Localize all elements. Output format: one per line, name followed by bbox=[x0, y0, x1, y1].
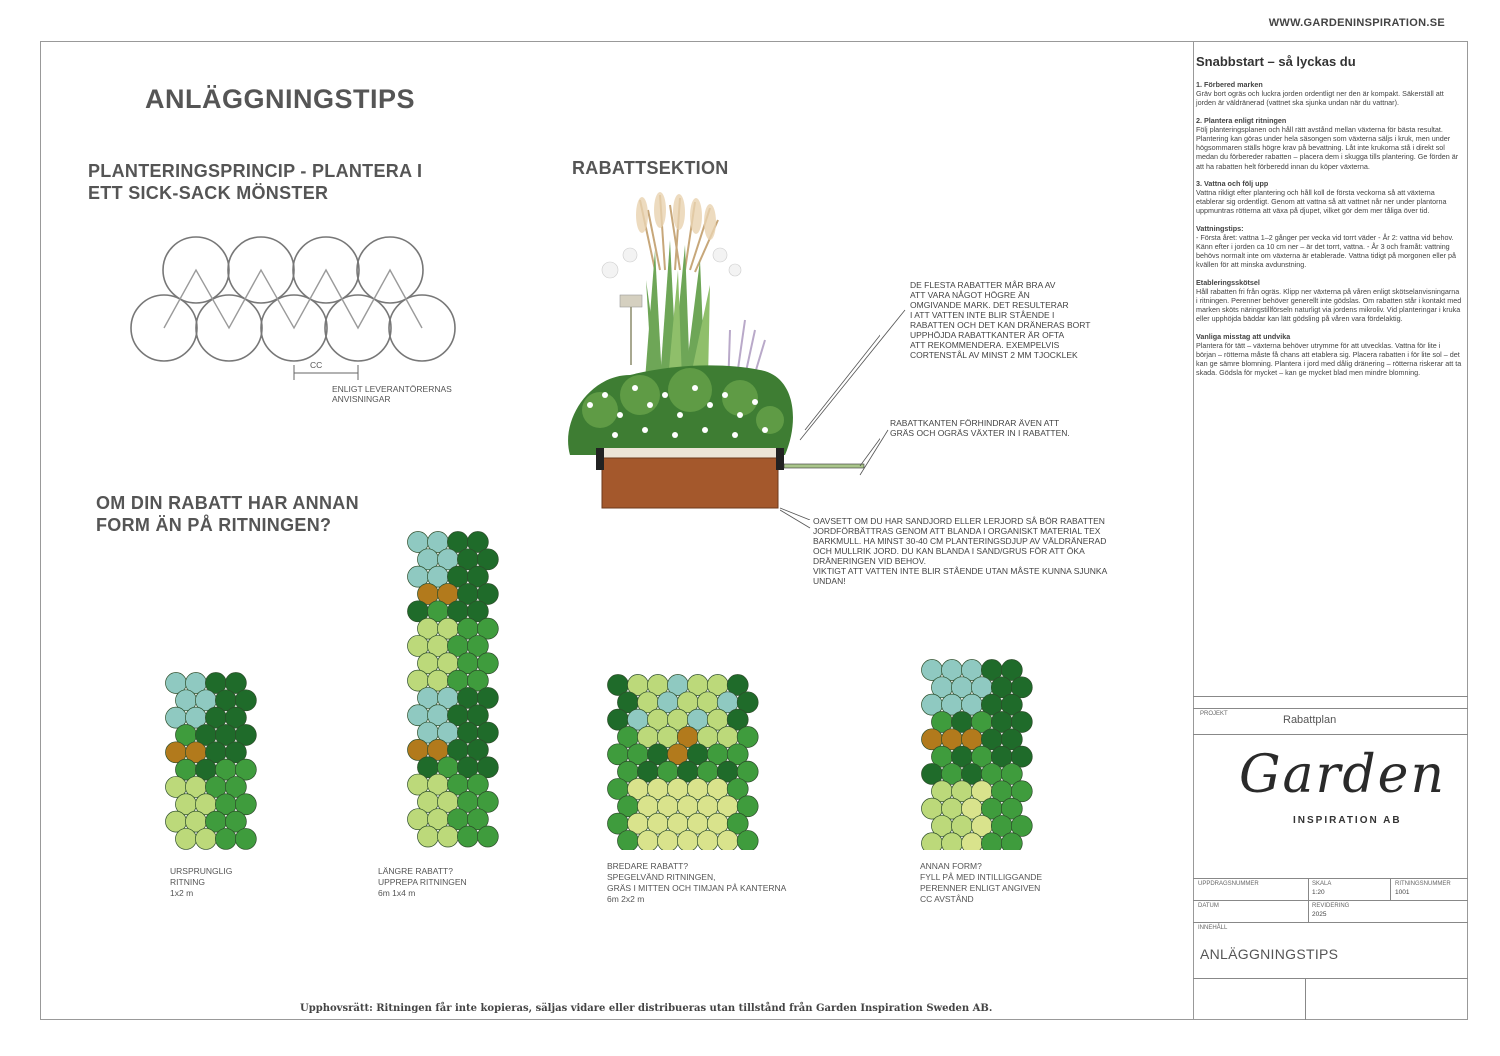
field-label-assignment: UPPDRAGSNUMMER bbox=[1198, 881, 1259, 887]
planting-principle-heading bbox=[88, 160, 422, 204]
titleblock-rule bbox=[1193, 900, 1468, 901]
variant-caption-longer bbox=[378, 866, 467, 899]
project-label: PROJEKT bbox=[1200, 711, 1228, 717]
plant-dot bbox=[941, 833, 962, 850]
field-label-date: DATUM bbox=[1198, 903, 1219, 909]
plant-dot bbox=[437, 826, 458, 847]
note-line: UPPHÖJDA RABATTKANTER ÄR OFTA bbox=[910, 330, 1065, 340]
caption-line: LÄNGRE RABATT? bbox=[378, 866, 453, 876]
caption-line: FYLL PÅ MED INTILLIGGANDE bbox=[920, 872, 1043, 882]
planting-note bbox=[332, 384, 452, 404]
titleblock-divider bbox=[1308, 878, 1309, 922]
plant-dot bbox=[195, 828, 216, 849]
plant-dot bbox=[697, 830, 718, 850]
plant-dot bbox=[175, 828, 196, 849]
plant-dot bbox=[737, 830, 758, 850]
plant-dot bbox=[922, 833, 943, 850]
quickstart-item bbox=[1196, 80, 1462, 108]
note-line: VIKTIGT ATT VATTEN INTE BLIR STÅENDE UTAN MÅSTE KUNNA SJUNKA bbox=[813, 566, 1108, 576]
section-note-drainage bbox=[910, 280, 1090, 360]
caption-line: 1x2 m bbox=[170, 888, 194, 898]
shape-heading-line2: FORM ÄN PÅ RITNINGEN? bbox=[96, 515, 332, 535]
planting-heading-line2: ETT SICK-SACK MÖNSTER bbox=[88, 183, 329, 203]
quickstart-title: Snabbstart – så lyckas du bbox=[1196, 54, 1356, 69]
plant-dot bbox=[717, 830, 738, 850]
variant-caption-wider bbox=[607, 861, 786, 905]
quickstart-item-title: Vanliga misstag att undvika bbox=[1196, 331, 1291, 341]
plant-grid bbox=[166, 673, 257, 850]
quickstart-item-text: Följ planteringsplanen och håll rätt avstånd mellan växterna för bästa resultat. Plantering kan göras under hela säsongen som växterna säljs i kruk, men under högsommaren ställs högre krav på bevattning. Låt inte krukorna stå i direkt sol medan du förbereder rabatten – placera dem i skugga tills plantering. Ge förden är att ha rabatten helt förberedd innan du köper växterna. bbox=[1196, 124, 1459, 171]
note-line: DE FLESTA RABATTER MÅR BRA AV bbox=[910, 280, 1056, 290]
caption-line: GRÄS I MITTEN OCH TIMJAN PÅ KANTERNA bbox=[607, 883, 787, 893]
quickstart-item-title: 3. Vattna och följ upp bbox=[1196, 178, 1269, 188]
zigzag-diagram bbox=[120, 230, 470, 380]
cc-label: CC bbox=[310, 360, 323, 370]
field-label-revision: REVIDERING bbox=[1312, 903, 1350, 909]
note-line: OCH MULLRIK JORD. DU KAN BLANDA I SAND/GRUS FÖR ATT ÖKA bbox=[813, 546, 1085, 556]
caption-line: PERENNER ENLIGT ANGIVEN bbox=[920, 883, 1041, 893]
note-line: OAVSETT OM DU HAR SANDJORD ELLER LERJORD SÅ BÖR RABATTEN bbox=[813, 516, 1105, 526]
quickstart-item bbox=[1196, 224, 1462, 270]
plant-dot bbox=[617, 830, 638, 850]
note-line: ATT VARA NÅGOT HÖGRE ÄN bbox=[910, 290, 1030, 300]
quickstart-item-title: 2. Plantera enligt ritningen bbox=[1196, 115, 1287, 125]
titleblock-rule bbox=[1193, 922, 1468, 923]
variant-caption-other-shape bbox=[920, 861, 1042, 905]
note-line: UNDAN! bbox=[813, 576, 846, 586]
plant-dot bbox=[961, 833, 982, 850]
plant-dot bbox=[235, 828, 256, 849]
field-label-scale: SKALA bbox=[1312, 881, 1332, 887]
plant-dot bbox=[981, 833, 1002, 850]
quickstart-item-title: 1. Förbered marken bbox=[1196, 80, 1263, 89]
plant-dot bbox=[457, 826, 478, 847]
titleblock-rule bbox=[1193, 878, 1468, 879]
note-line: RABATTEN OCH DET KAN DRÄNERAS BORT bbox=[910, 320, 1091, 330]
page-title: ANLÄGGNINGSTIPS bbox=[145, 84, 416, 114]
caption-line: BREDARE RABATT? bbox=[607, 861, 689, 871]
note-line: JORDFÖRBÄTTRAS GENOM ATT BLANDA I ORGANISKT MATERIAL TEX bbox=[813, 526, 1101, 536]
section-heading: RABATTSEKTION bbox=[572, 158, 729, 178]
titleblock-divider bbox=[1390, 878, 1391, 900]
note-line: CORTENSTÅL AV MINST 2 MM TJOCKLEK bbox=[910, 350, 1078, 360]
note-line: ATT REKOMMENDERA. EXEMPELVIS bbox=[910, 340, 1060, 350]
titleblock-rule bbox=[1193, 734, 1468, 735]
note-line: GRÄS OCH OGRÄS VÄXTER IN I RABATTEN. bbox=[890, 428, 1070, 438]
section-note-edge bbox=[890, 418, 1070, 438]
field-value-drawing-number: 1001 bbox=[1395, 889, 1410, 896]
note-line: I ATT VATTEN INTE BLIR STÅENDE I bbox=[910, 310, 1055, 320]
note-line: DRÄNERINGEN VID BEHOV. bbox=[813, 556, 927, 566]
plant-dot bbox=[1001, 833, 1022, 850]
plant-dot bbox=[477, 826, 498, 847]
quickstart-item-text: Plantera för tätt – växterna behöver utrymme för att utvecklas. Vattna för lite i början – rötterna måste få chans att etablera sig. Placera rabatten i för lite sol – det kan ge sämre blomning. Plantera i jord med dålig dränering – rötterna riskerar att ta skada. Gödsla för mycket – kan ge mycket blad men mindre blomning. bbox=[1196, 340, 1462, 378]
field-label-drawing-number: RITNINGSNUMMER bbox=[1395, 881, 1451, 887]
quickstart-item bbox=[1196, 116, 1462, 171]
logo-subtitle: INSPIRATION AB bbox=[1293, 815, 1402, 826]
caption-line: RITNING bbox=[170, 877, 205, 887]
quickstart-item-text: Håll rabatten fri från ogräs. Klipp ner växterna på våren enligt skötselanvisningarna i ritningen. Perenner behöver generellt inte gödslas. Om rabatten står i kontakt med marken sköts näringstillförseln naturligt via jordens mikroliv. Vid planteringar i kruka eller upphöjda bäddar kan lätt gödsling på våren vara fördelaktig. bbox=[1196, 286, 1462, 324]
plant-grid bbox=[408, 532, 499, 848]
plant-grid bbox=[922, 660, 1033, 851]
plan-variants bbox=[0, 520, 1100, 850]
quickstart-item bbox=[1196, 179, 1462, 216]
note-line: BARKMULL. HA MINST 30-40 CM PLANTERINGSDJUP AV VÄLDRÄNERAD bbox=[813, 536, 1107, 546]
note-line: OMGIVANDE MARK. DET RESULTERAR bbox=[910, 300, 1069, 310]
field-value-date: 2025 bbox=[1312, 911, 1327, 918]
copyright-notice: Upphovsrätt: Ritningen får inte kopieras, säljas vidare eller distribueras utan tillstånd från Garden Inspiration Sweden AB. bbox=[300, 1003, 993, 1014]
sheet-title: ANLÄGGNINGSTIPS bbox=[1200, 946, 1339, 962]
caption-line: UPPREPA RITNINGEN bbox=[378, 877, 467, 887]
caption-line: URSPRUNGLIG bbox=[170, 866, 233, 876]
caption-line: CC AVSTÅND bbox=[920, 894, 974, 904]
company-logo bbox=[1235, 745, 1445, 835]
titleblock-divider bbox=[1305, 978, 1306, 1020]
quickstart-item-text: - Första året: vattna 1–2 gånger per vecka vid torrt väder - År 2: vattna vid behov. Känn efter i jorden ca 10 cm ner – är det torrt, vattna. - År 3 och framåt: vattning behövs normalt inte om växterna är etablerade. Vattna tidigt på morgonen eller på kvällen för att minska avdunstning. bbox=[1196, 232, 1456, 270]
plant-dot bbox=[215, 828, 236, 849]
quickstart-item-title: Vattningstips: bbox=[1196, 223, 1244, 233]
shape-heading-line1: OM DIN RABATT HAR ANNAN bbox=[96, 493, 359, 513]
quickstart-item-title: Etableringsskötsel bbox=[1196, 277, 1260, 287]
titleblock-rule bbox=[1193, 978, 1468, 979]
quickstart-item-text: Vattna rikligt efter plantering och håll koll de första veckorna så att växterna etablerar sig ordentligt. Genom att vattna så att vattnet når ner under plantorna uppmuntras rötterna att växa på djupet, vilket gör dem mer tåliga över tid. bbox=[1196, 188, 1447, 216]
caption-line: SPEGELVÄND RITNINGEN, bbox=[607, 872, 716, 882]
plant-grid bbox=[608, 675, 759, 851]
quickstart-item-text: Gräv bort ogräs och luckra jorden ordentligt ner den är kompakt. Säkerställ att jorden är väldränerad (vattnet ska sjunka undan när du vattnar). bbox=[1196, 89, 1444, 108]
logo-script: Garden bbox=[1239, 745, 1446, 805]
quickstart-list bbox=[1196, 80, 1462, 386]
plant-dot bbox=[677, 830, 698, 850]
titleblock-top-rule bbox=[1193, 696, 1468, 697]
plant-dot bbox=[657, 830, 678, 850]
planting-heading-line1: PLANTERINGSPRINCIP - PLANTERA I bbox=[88, 161, 423, 181]
caption-line: 6m 1x4 m bbox=[378, 888, 416, 898]
corten-edge bbox=[602, 458, 778, 508]
website-url[interactable]: WWW.GARDENINSPIRATION.SE bbox=[1268, 17, 1445, 29]
quickstart-item bbox=[1196, 278, 1462, 324]
plant-dot bbox=[637, 830, 658, 850]
titleblock-rule bbox=[1193, 708, 1468, 709]
leader-lines bbox=[780, 300, 920, 530]
caption-line: ANNAN FORM? bbox=[920, 861, 982, 871]
plant-dot bbox=[417, 826, 438, 847]
variant-caption-original bbox=[170, 866, 232, 899]
sheet-label: INNEHÅLL bbox=[1198, 925, 1228, 931]
quickstart-item bbox=[1196, 332, 1462, 378]
note-line: RABATTKANTEN FÖRHINDRAR ÄVEN ATT bbox=[890, 418, 1060, 428]
planting-note-line: ANVISNINGAR bbox=[332, 394, 391, 404]
field-value-scale: 1:20 bbox=[1312, 889, 1325, 896]
project-name: Rabattplan bbox=[1283, 714, 1337, 726]
planting-note-line: ENLIGT LEVERANTÖRERNAS bbox=[332, 384, 452, 394]
caption-line: 6m 2x2 m bbox=[607, 894, 645, 904]
